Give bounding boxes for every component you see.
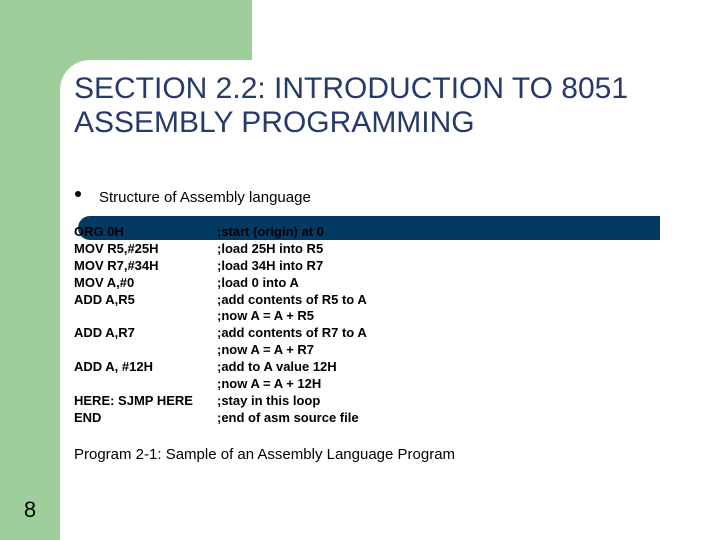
code-comment: ;add contents of R5 to A xyxy=(217,291,367,307)
code-comment: ;stay in this loop xyxy=(217,392,321,408)
slide-title xyxy=(74,72,694,140)
code-comment: ;end of asm source file xyxy=(217,409,359,425)
code-line xyxy=(74,410,634,427)
code-line xyxy=(74,308,634,325)
code-line xyxy=(74,224,634,241)
code-comment: ;start (origin) at 0 xyxy=(217,224,324,239)
code-line xyxy=(74,275,634,292)
slide-title-line-2: ASSEMBLY PROGRAMMING xyxy=(74,106,475,139)
code-instruction xyxy=(74,376,217,393)
code-line xyxy=(74,393,634,410)
code-instruction: MOV R7,#34H xyxy=(74,257,159,273)
code-comment: ;now A = A + 12H xyxy=(217,376,322,392)
code-instruction: MOV A,#0 xyxy=(74,274,135,290)
code-instruction: MOV R5,#25H xyxy=(74,240,159,256)
code-line xyxy=(74,342,634,359)
code-instruction: ORG 0H xyxy=(74,224,124,239)
code-instruction: ADD A,R7 xyxy=(74,325,135,341)
code-comment: ;add contents of R7 to A xyxy=(217,325,367,341)
page-number: 8 xyxy=(23,497,37,522)
code-line xyxy=(74,241,634,258)
code-line xyxy=(74,258,634,275)
bullet-item xyxy=(75,187,311,207)
code-line xyxy=(74,292,634,309)
code-instruction: ADD A, #12H xyxy=(74,359,153,375)
code-instruction xyxy=(74,308,217,325)
code-listing xyxy=(74,224,634,427)
code-comment: ;now A = A + R5 xyxy=(217,308,315,324)
code-comment: ;load 0 into A xyxy=(217,274,299,290)
program-caption: Program 2-1: Sample of an Assembly Language Program xyxy=(74,446,456,463)
slide-title-line-1: SECTION 2.2: INTRODUCTION TO 8051 xyxy=(74,72,629,105)
code-instruction xyxy=(74,342,217,359)
code-comment: ;load 34H into R7 xyxy=(217,257,324,273)
code-comment: ;load 25H into R5 xyxy=(217,240,324,256)
code-instruction: HERE: SJMP HERE xyxy=(74,392,193,408)
code-line xyxy=(74,359,634,376)
code-instruction: END xyxy=(74,409,102,425)
bullet-dot-icon xyxy=(75,191,81,197)
code-line xyxy=(74,325,634,342)
code-comment: ;add to A value 12H xyxy=(217,359,337,375)
bullet-text: Structure of Assembly language xyxy=(99,188,311,206)
code-line xyxy=(74,376,634,393)
code-instruction: ADD A,R5 xyxy=(74,291,135,307)
code-comment: ;now A = A + R7 xyxy=(217,342,315,358)
